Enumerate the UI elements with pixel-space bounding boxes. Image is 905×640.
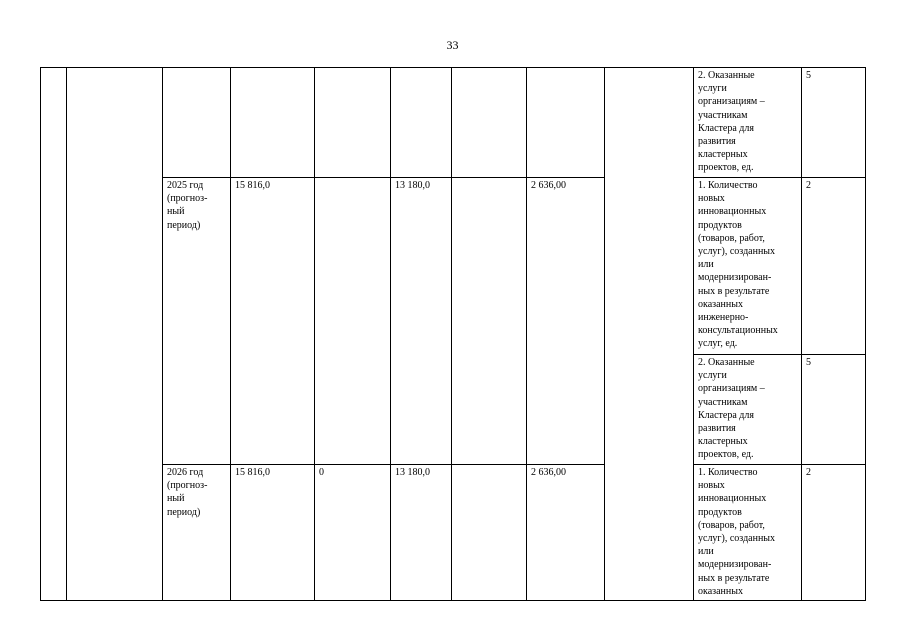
table-cell-col7: [452, 68, 527, 178]
table-cell-col7: [452, 465, 527, 601]
table-cell-col8: [527, 68, 605, 178]
table-cell-year: 2026 год (прогноз- ный период): [163, 465, 231, 601]
table-row: [41, 68, 866, 178]
table-cell-number: [41, 68, 67, 601]
table-cell-total: 15 816,0: [231, 178, 315, 465]
page-number: 33: [446, 38, 459, 52]
table-cell-total: 15 816,0: [231, 465, 315, 601]
table-cell-total: [231, 68, 315, 178]
table-cell-year: [163, 68, 231, 178]
table-cell-indicator: 1. Количество новых инновационных продуктов (товаров, работ, услуг), созданных или модернизирован- ных в результате оказанных инженерно- консультационных услуг, ед.: [694, 178, 802, 355]
table-row: [41, 465, 866, 601]
table-cell-value: 2: [802, 465, 866, 601]
table-cell-col6: 13 180,0: [391, 178, 452, 465]
table-cell-col8: 2 636,00: [527, 465, 605, 601]
table-cell-col7: [452, 178, 527, 465]
table-cell-col8: 2 636,00: [527, 178, 605, 465]
table-cell-event: [67, 68, 163, 601]
table-cell-col5: [315, 178, 391, 465]
table-cell-col6: [391, 68, 452, 178]
table-cell-value: 5: [802, 68, 866, 178]
table-cell-col6: 13 180,0: [391, 465, 452, 601]
table-cell-col5: [315, 68, 391, 178]
table-cell-executor: [605, 68, 694, 601]
table-cell-indicator: 2. Оказанные услуги организациям – участникам Кластера для развития кластерных проектов, ед.: [694, 355, 802, 465]
table-cell-value: 5: [802, 355, 866, 465]
program-table: [40, 67, 866, 601]
table-cell-col5: 0: [315, 465, 391, 601]
table-row: [41, 178, 866, 355]
table-cell-value: 2: [802, 178, 866, 355]
table-cell-year: 2025 год (прогноз- ный период): [163, 178, 231, 465]
table-cell-indicator: 1. Количество новых инновационных продуктов (товаров, работ, услуг), созданных или модернизирован- ных в результате оказанных: [694, 465, 802, 601]
table-cell-indicator: 2. Оказанные услуги организациям – участникам Кластера для развития кластерных проектов, ед.: [694, 68, 802, 178]
